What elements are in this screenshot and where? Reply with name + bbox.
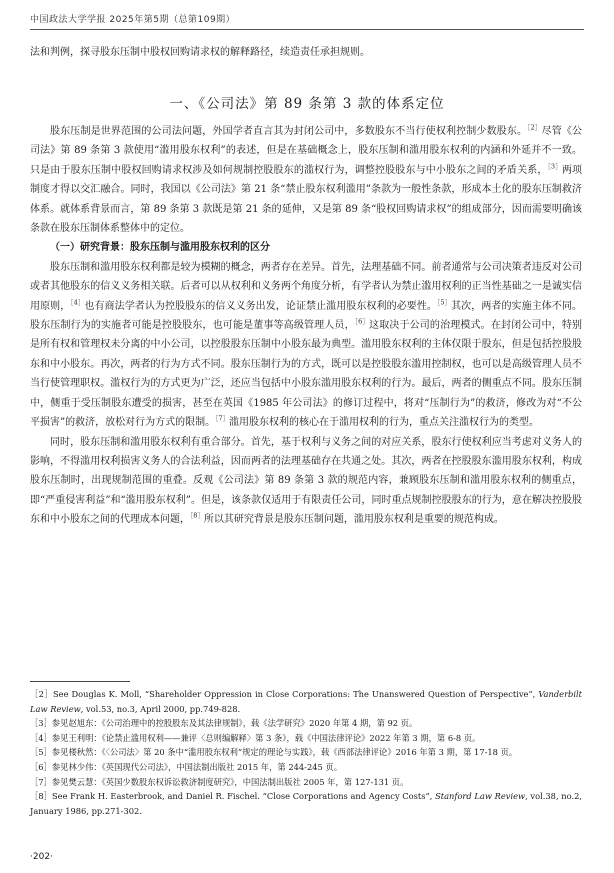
footnote-ref[interactable]: ［2］	[527, 123, 542, 132]
main-body	[30, 122, 582, 530]
footnote-rule	[30, 681, 130, 682]
footnote-7: ［7］参见樊云慧：《英国少数股东权诉讼救济制度研究》，中国法制出版社 2005 年，第 127-131 页。	[30, 776, 409, 787]
footnote-ref[interactable]: ［8］	[190, 511, 204, 520]
footnote-ref[interactable]: ［4］	[70, 298, 85, 307]
paragraph-2: 股东压制和滥用股东权利都是较为模糊的概念，两者存在差异。首先，法理基础不同。前者通常与公司决策者违反对公司或者其他股东的信义义务相关联。后者可以从权利和义务两个角度分析，有学者认为禁止滥用权利的正当性基础之一是诚实信用原则，$^{[4]}$也有商法学者认为控股股东的信义义务出发，论证禁止滥用股东权利的必要性。$^{[5]}$其次，两者的实施主体不同。股东压制行为的实施者可能是控股股东，也可能是董事等高级管理人员，$^{[6]}$这取决于公司的治理模式。在封闭公司中，特别是所有权和管理权未分离的中小公司，以控股股东压制中小股东最为典型。滥用股东权利的主体仅限于股东，但是包括控股股东和中小股东。再次，两者的行为方式不同。股东压制行为的方式，既可以是控股股东滥用控制权，也可以是高级管理人员不当行使管理职权。滥权行为的方式更为广泛，还应当包括中小股东滥用股东权利的行为。最后，两者的侧重点不同。股东压制中，侧重于受压制股东遭受的损害，甚至在英国《1985 年公司法》的修订过程中，将对“压制行为”的救济，修改为对“不公平损害”的救济，放松对行为方式的限制。$^{[7]}$滥用股东权利的核心在于滥用权利的行为，重点关注滥权行为的类型。	[30, 261, 582, 429]
footnote-8: ［8］See Frank H. Easterbrook, and Daniel R. Fischel. “Close Corporations and Agency Costs”, Stanford Law Review, vol.38, no.2, January 1986, pp.271-302.	[30, 791, 583, 816]
footnote-6: ［6］参见林少伟：《英国现代公司法》，中国法制出版社 2015 年，第 244-245 页。	[30, 761, 343, 772]
page-number: ·202·	[30, 852, 53, 862]
footnote-ref[interactable]: ［7］	[215, 414, 230, 423]
footnote-3: ［3］参见赵旭东：《公司治理中的控股股东及其法律规制》，载《法学研究》2020 年第 4 期，第 92 页。	[30, 718, 418, 729]
intro-text: 法和判例，探寻股东压制中股权回购请求权的解释路径，续造责任承担规则。	[30, 47, 370, 58]
footnote-ref[interactable]: ［5］	[437, 298, 452, 307]
footnotes	[30, 687, 582, 818]
paragraph-1: 股东压制是世界范围的公司法问题，外国学者直言其为封闭公司中，多数股东不当行使权利控制少数股东。$^{[2]}$尽管《公司法》第 89 条第 3 款使用“滥用股东权利”的表述，但是在基础概念上，股东压制和滥用股东权利的内涵和外延并不一致。只是由于股东压制中股权回购请求权涉及如何规制控股股东的滥权行为，调整控股股东与中小股东之间的矛盾关系，$^{[3]}$两项制度才得以交汇融合。同时，我国以《公司法》第 21 条“禁止股东权利滥用”条款为一般性条款，形成本土化的股东压制救济体系。就体系背景而言，第 89 条第 3 款既是第 21 条的延伸，又是第 89 条“股权回购请求权”的组成部分，因而需要明确该条款在股东压制体系整体中的定位。	[30, 123, 583, 235]
footnote-ref[interactable]: ［3］	[547, 162, 562, 171]
footnote-4: ［4］参见王利明：《论禁止滥用权利——兼评〈总则编解释〉第 3 条》，载《中国法律评论》2022 年第 3 期，第 6-8 页。	[30, 732, 481, 743]
intro-paragraph	[30, 43, 582, 62]
footnote-ref[interactable]: ［6］	[354, 317, 370, 326]
paragraph-3: 同时，股东压制和滥用股东权利有重合部分。首先，基于权利与义务之间的对应关系，股东行使权利应当考虑对义务人的影响，不得滥用权利损害义务人的合法利益，因而两者的法理基础存在共通之处。其次，两者在控股股东滥用股东权利，构成股东压制时，出现规制范围的重叠。反观《公司法》第 89 条第 3 款的规范内容，兼顾股东压制和滥用股东权利的侧重点，即“严重侵害利益”和“滥用股东权利”。但是，该条款仅适用于有限责任公司，同时重点规制控股股东的行为，意在解决控股股东和中小股东之间的代理成本问题，$^{[8]}$所以其研究背景是股东压制问题，滥用股东权利是重要的规范构成。	[30, 436, 582, 526]
footnote-2: ［2］See Douglas K. Moll, “Shareholder Oppression in Close Corporations: The Unanswered Question of Perspective”, Vanderbilt Law Review, vol.53, no.3, April 2000, pp.749-828.	[30, 689, 582, 714]
footnote-5: ［5］参见楼秋然：《〈公司法〉第 20 条中“滥用股东权利”规定的理论与实践》，载《西部法律评论》2016 年第 3 期，第 17-18 页。	[30, 747, 518, 758]
section-heading: 一、《公司法》第 89 条第 3 款的体系定位	[169, 96, 445, 112]
sub-heading: （一）研究背景：股东压制与滥用股东权利的区分	[50, 242, 270, 254]
header-rule	[30, 29, 584, 30]
running-head: 中国政法大学学报 2025年第5期（总第109期）	[30, 15, 236, 25]
